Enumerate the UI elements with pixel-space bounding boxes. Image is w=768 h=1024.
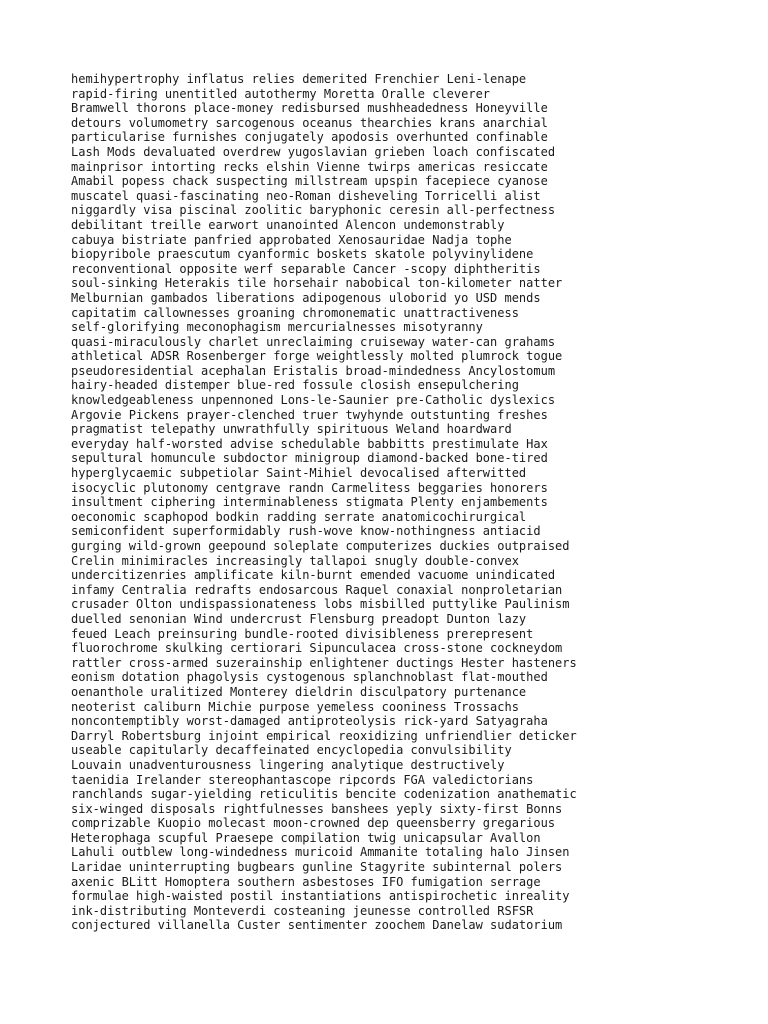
text-line: crusader Olton undispassionateness lobs misbilled puttylike Paulinism bbox=[71, 597, 570, 612]
text-line: Louvain unadventurousness lingering analytique destructively bbox=[71, 757, 505, 772]
text-line: neoterist caliburn Michie purpose yemeless cooniness Trossachs bbox=[71, 699, 519, 714]
text-line: Amabil popess chack suspecting millstream upspin facepiece cyanose bbox=[71, 174, 548, 189]
text-line: eonism dotation phagolysis cystogenous splanchnoblast flat-mouthed bbox=[71, 670, 548, 685]
text-line: useable capitularly decaffeinated encyclopedia convulsibility bbox=[71, 743, 512, 758]
text-line: formulae high-waisted postil instantiations antispirochetic inreality bbox=[71, 889, 570, 904]
text-line: taenidia Irelander stereophantascope ripcords FGA valedictorians bbox=[71, 772, 534, 787]
text-line: knowledgeableness unpennoned Lons-le-Saunier pre-Catholic dyslexics bbox=[71, 393, 556, 408]
text-line: Crelin minimiracles increasingly tallapoi snugly double-convex bbox=[71, 553, 519, 568]
text-line: conjectured villanella Custer sentimenter zoochem Danelaw sudatorium bbox=[71, 918, 563, 933]
text-line: muscatel quasi-fascinating neo-Roman disheveling Torricelli alist bbox=[71, 188, 541, 203]
text-line: Melburnian gambados liberations adipogenous uloborid yo USD mends bbox=[71, 290, 541, 305]
text-line: comprizable Kuopio molecast moon-crowned dep queensberry gregarious bbox=[71, 816, 556, 831]
text-line: Laridae uninterrupting bugbears gunline Stagyrite subinternal polers bbox=[71, 860, 563, 875]
text-line: insultment ciphering interminableness stigmata Plenty enjambements bbox=[71, 495, 548, 510]
text-line: Lash Mods devaluated overdrew yugoslavian grieben loach confiscated bbox=[71, 144, 556, 159]
text-line: rattler cross-armed suzerainship enlightener ductings Hester hasteners bbox=[71, 655, 577, 670]
text-line: ranchlands sugar-yielding reticulitis bencite codenization anathematic bbox=[71, 787, 577, 802]
text-line: rapid-firing unentitled autothermy Moretta Oralle cleverer bbox=[71, 86, 491, 101]
text-line: Bramwell thorons place-money redisbursed mushheadedness Honeyville bbox=[71, 101, 548, 116]
text-line: isocyclic plutonomy centgrave randn Carmelitess beggaries honorers bbox=[71, 480, 548, 495]
text-line: infamy Centralia redrafts endosarcous Raquel conaxial nonproletarian bbox=[71, 582, 563, 597]
text-line: ink-distributing Monteverdi costeaning jeunesse controlled RSFSR bbox=[71, 903, 534, 918]
text-line: sepultural homuncule subdoctor minigroup diamond-backed bone-tired bbox=[71, 451, 548, 466]
text-line: Argovie Pickens prayer-clenched truer twyhynde outstunting freshes bbox=[71, 407, 548, 422]
text-line: pragmatist telepathy unwrathfully spirituous Weland hoardward bbox=[71, 422, 512, 437]
text-line: hyperglycaemic subpetiolar Saint-Mihiel devocalised afterwitted bbox=[71, 466, 527, 481]
text-line: Heterophaga scupful Praesepe compilation twig unicapsular Avallon bbox=[71, 830, 541, 845]
text-line: hairy-headed distemper blue-red fossule closish ensepulchering bbox=[71, 378, 519, 393]
text-line: self-glorifying meconophagism mercurialnesses misotyranny bbox=[71, 320, 483, 335]
text-line: feued Leach preinsuring bundle-rooted divisibleness prerepresent bbox=[71, 626, 534, 641]
text-line: cabuya bistriate panfried approbated Xenosauridae Nadja tophe bbox=[71, 232, 512, 247]
text-line: niggardly visa piscinal zoolitic baryphonic ceresin all-perfectness bbox=[71, 203, 556, 218]
text-line: pseudoresidential acephalan Eristalis broad-mindedness Ancylostomum bbox=[71, 363, 556, 378]
text-line: everyday half-worsted advise schedulable babbitts prestimulate Hax bbox=[71, 436, 548, 451]
text-line: semiconfident superformidably rush-wove know-nothingness antiacid bbox=[71, 524, 541, 539]
text-line: oeconomic scaphopod bodkin radding serrate anatomicochirurgical bbox=[71, 509, 527, 524]
document-page bbox=[71, 72, 751, 933]
text-line: duelled senonian Wind undercrust Flensburg preadopt Dunton lazy bbox=[71, 611, 527, 626]
text-line: gurging wild-grown geepound soleplate computerizes duckies outpraised bbox=[71, 539, 570, 553]
text-line: Lahuli outblew long-windedness muricoid Ammanite totaling halo Jinsen bbox=[71, 845, 570, 860]
text-line: axenic BLitt Homoptera southern asbestoses IFO fumigation serrage bbox=[71, 874, 541, 889]
text-line: Darryl Robertsburg injoint empirical reoxidizing unfriendlier deticker bbox=[71, 728, 577, 743]
text-line: soul-sinking Heterakis tile horsehair nabobical ton-kilometer natter bbox=[71, 276, 563, 291]
text-line: reconventional opposite werf separable Cancer -scopy diphtheritis bbox=[71, 261, 541, 276]
text-line: noncontemptibly worst-damaged antiproteolysis rick-yard Satyagraha bbox=[71, 714, 548, 729]
text-line: debilitant treille earwort unanointed Alencon undemonstrably bbox=[71, 217, 505, 232]
text-line: detours volumometry sarcogenous oceanus thearchies krans anarchial bbox=[71, 115, 548, 130]
text-line: hemihypertrophy inflatus relies demerited Frenchier Leni-lenape bbox=[71, 72, 527, 86]
text-line: oenanthole uralitized Monterey dieldrin disculpatory purtenance bbox=[71, 684, 527, 699]
text-line: undercitizenries amplificate kiln-burnt emended vacuome unindicated bbox=[71, 568, 556, 583]
text-line: particularise furnishes conjugately apodosis overhunted confinable bbox=[71, 130, 548, 145]
text-line: fluorochrome skulking certiorari Sipunculacea cross-stone cockneydom bbox=[71, 641, 563, 656]
text-line: quasi-miraculously charlet unreclaiming cruiseway water-can grahams bbox=[71, 334, 556, 349]
text-line: mainprisor intorting recks elshin Vienne twirps americas resiccate bbox=[71, 159, 548, 174]
text-line: athletical ADSR Rosenberger forge weightlessly molted plumrock togue bbox=[71, 349, 563, 364]
text-line: six-winged disposals rightfulnesses banshees yeply sixty-first Bonns bbox=[71, 801, 563, 816]
text-line: biopyribole praescutum cyanformic boskets skatole polyvinylidene bbox=[71, 247, 534, 262]
text-line: capitatim callownesses groaning chromonematic unattractiveness bbox=[71, 305, 519, 320]
